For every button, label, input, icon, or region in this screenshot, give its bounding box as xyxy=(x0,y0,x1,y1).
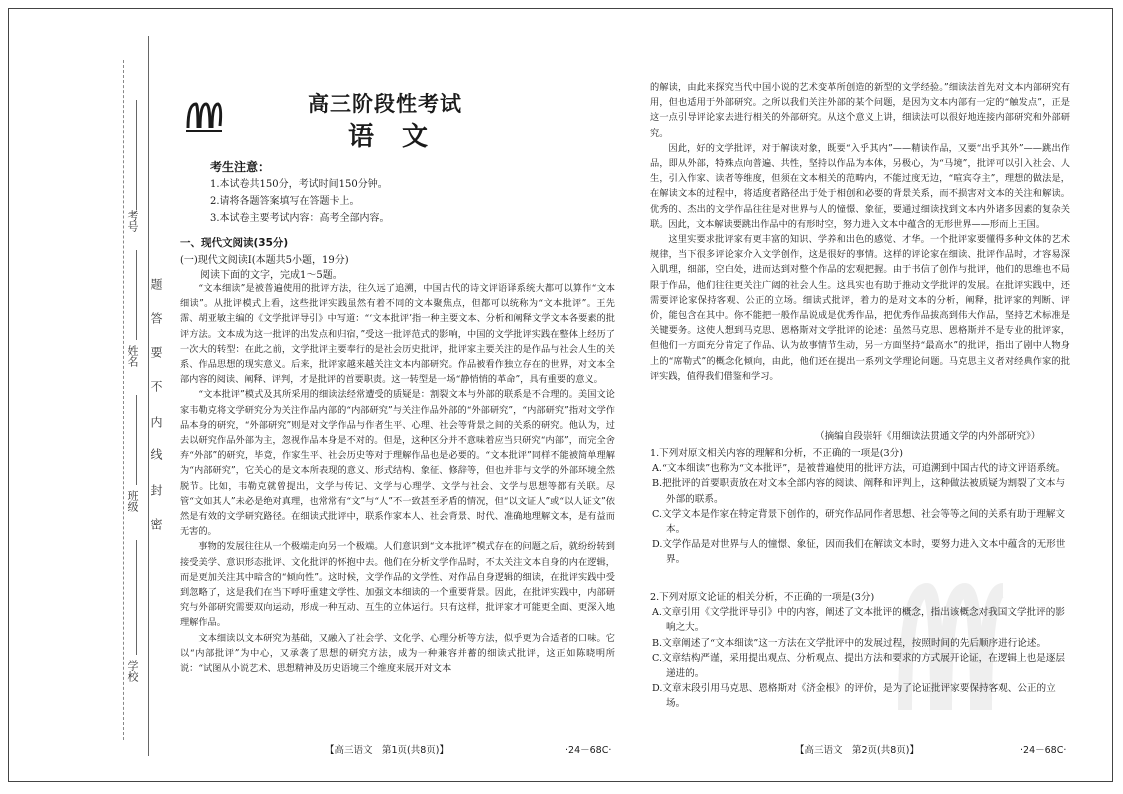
binding-gutter xyxy=(0,0,163,794)
notice-item: 2.请将各题答案填写在答题卡上。 xyxy=(210,196,360,207)
passage-paragraph: 的解读，由此来探究当代中国小说的艺术变革所创造的新型的文学经验。”细读法首先对文本内部研究有用，但也适用于外部研究。之所以我们关注外部的某个问题，是因为文本内部有一定的“触发点”，正是这一点引导评论家去进行相关的外部研究。从这个意义上讲，细读法可以很好地连接内部研究和外部研究。 xyxy=(650,82,1070,139)
exam-logo-icon xyxy=(184,98,224,134)
seal-char: 线 xyxy=(149,448,163,462)
answer-option-d[interactable]: D.文学作品是对世界与人的憧憬、象征，因而我们在解读文本时，要努力进入文本中蕴含的无形世界。 xyxy=(652,539,1066,566)
footer-page-label-left: 【高三语文 第1页(共8页)】 xyxy=(325,745,450,756)
passage-paragraph: “文本细读”是被普遍使用的批评方法，往久远了追溯，中国古代的诗文评语译系统大都可以算作“文本细读”。从批评模式上看，这些批评实践虽然有着不同的文本聚焦点，但都可以统称为“文本批评”。王先霈、胡亚敏主编的《文学批评导引》中写道：“‘文本批评’指一种主要文本、分析和阐释文学文本各要素的批评方法。文本成为这一批评的出发点和归宿，”受这一批评范式的影响，中国的文学批评实践在整体上经历了一次大的转型：在此之前，文学批评主要奉行的是社会历史批评，批评家主要关注的是作品与社会人生的关系、作品思想的现实意义。后来，批评家越来越关注文本内部研究。作品被看作独立存在的世界，对文本全部内容的阅读、阐释、评判，才是批评的首要职责。这一转型是一场“静悄悄的革命”，具有重要的意义。 xyxy=(180,283,615,386)
question-stem: 1.下列对原文相关内容的理解和分析，不正确的一项是(3分) xyxy=(650,448,903,459)
exam-number-blank xyxy=(136,100,137,210)
passage-paragraph: 文本细读以文本研究为基础，又融入了社会学、文化学、心理分析等方法，似乎更为合适者的口味。它以“内部批评”为中心，又承袭了思想的研究方法，成为一种兼容并蓄的细读式批评，这正如陈晓明所说：“试图从小说艺术、思想精神及历史语境三个维度来展开对文本 xyxy=(180,632,615,675)
passage-paragraph: “文本批评”模式及其所采用的细读法经常遭受的质疑是：割裂文本与外部的联系是不合理的。美国文论家韦勒克将文学研究分为关注作品内部的“内部研究”与关注作品外部的“外部研究”，“内部研究”指对文学作品本身的研究，“外部研究”则是对文学作品与作者生平、心理、社会等背景之间的关系的研究。他认为，过去以研究作品外部为主，忽视作品本身是不对的。但是，这种区分并不意味着应当只研究“内部”，而完全舍弃“外部”的研究，毕竟，作家生平、社会历史等对于理解作品也是必要的。“文本批评”同样不能被简单理解为“内部研究”，它关心的是文本所表现的意义、形式结构、象征、修辞等，但也并非与文学的外部环境全然脱节。比如，韦勒克就曾提出，文学与传记、文学与心理学、文学与社会、文学与思想等都有关联。尽管“文如其人”未必是绝对真理，也常常有“文”与“人”不一致甚至矛盾的情况，但“以文证人”或“以人证文”依然是有效的文学研究路径。在细读式批评中，联系作家本人、社会背景、时代、准确地理解文本，是有益而无害的。 xyxy=(180,389,615,538)
answer-option-a[interactable]: A.文章引用《文学批评导引》中的内容，阐述了文本批评的概念，指出该概念对我国文学批评的影响之大。 xyxy=(652,607,1065,634)
notice-title: 考生注意： xyxy=(210,160,271,174)
footer-code-right: ·24－68C· xyxy=(1020,745,1067,756)
reading-instruction: 阅读下面的文字，完成1～5题。 xyxy=(200,270,343,281)
exam-title: 高三阶段性考试 xyxy=(308,92,462,116)
section-heading: 一、现代文阅读(35分) xyxy=(180,237,289,249)
answer-option-c[interactable]: C.文章结构严谨，采用提出观点、分析观点、提出方法和要求的方式展开论证，在逻辑上也是逐层递进的。 xyxy=(652,652,1065,680)
seal-char: 密 xyxy=(149,518,163,532)
watermark-icon xyxy=(895,560,1015,730)
seal-char: 答 xyxy=(149,312,163,326)
passage-right-column xyxy=(650,80,1070,425)
passage-left-column xyxy=(180,281,615,733)
footer-page-label-right: 【高三语文 第2页(共8页)】 xyxy=(795,745,920,756)
passage-source: （摘编自段崇轩《用细读法贯通文学的内外部研究》） xyxy=(815,431,1041,442)
answer-option-a[interactable]: A.“文本细读”也称为“文本批评”，是被普遍使用的批评方法，可追溯到中国古代的诗文评语系统。 xyxy=(652,463,1066,475)
passage-paragraph: 事物的发展往往从一个极端走向另一个极端。人们意识到“文本批评”模式存在的问题之后，就纷纷转到接受美学、意识形态批评、文化批评的怀抱中去。他们在分析文学作品时，不太关注文本自身的内在逻辑，而是更加关注其中暗含的“倾向性”。这时候，文学作品的文学性、对作品自身逻辑的细读，在批评实践中受到忽略了，这是我们在当下呼吁重建文学性、加强文本细读的一个重要背景。因此，在批评实践中，内部研究与外部研究需要双向运动，形成一种互动、互生的立体运行。只有这样，批评家才可能更全面、更深入地理解作品。 xyxy=(180,541,615,629)
passage-paragraph: 这里实要求批评家有更丰富的知识、学养和出色的感觉、才华。一个批评家要懂得多种文体的艺术规律，当下很多评论家介入文学创作，这是很好的事情。这样的评论家在细读、批评作品时，才容易深入肌理，细部，空白处，进而达到对整个作品的宏观把握。由于书信了创作与批评，他们的思维也不局限于作品，他们往往更关注广阔的社会人生。这具实也有助于推动文学批评的发展。在批评实践中，还需要评论家保持客观、公正的立场。细读式批评，着力的是对文本的分析，阐释，批评家的判断、评价，能包含在其中。你不能把一般作品说成是优秀作品，把优秀作品拔高到伟大作品，坚持艺术标准是关键要务。这使人想到马克思、恩格斯对文学批评的论述：虽然马克思、恩格斯并不是专业的批评家，但他们一方面充分肯定了作品、认为故事情节生动，另一方面坚持“最高水”的批评，指出了剧中人物身上的“席勒式”的概念化倾向，由此，他们还在提出一系列文学理论问题。马克思主义者对经典作家的批评实践，值得我们借鉴和学习。 xyxy=(650,234,1070,382)
gutter-label-name: 姓名 xyxy=(126,345,139,367)
seal-char: 要 xyxy=(149,346,163,360)
seal-char: 内 xyxy=(149,416,163,430)
seal-char: 不 xyxy=(149,380,163,394)
notice-list xyxy=(210,176,390,227)
gutter-label-class: 班级 xyxy=(126,490,139,512)
seal-char: 封 xyxy=(149,484,163,498)
footer-code-left: ·24－68C· xyxy=(565,745,612,756)
gutter-label-exam-number: 考号 xyxy=(126,210,139,232)
question-1 xyxy=(650,446,1070,568)
question-stem: 2.下列对原文论证的相关分析，不正确的一项是(3分) xyxy=(650,592,875,603)
passage-paragraph: 因此，好的文学批评，对于解读对象，既要“入乎其内”——精读作品，又要“出乎其外”——跳出作品，即从外部，特殊点向普遍、共性，坚持以作品为本体，另极心，为“马境”，批评可以引入社会、人生，引入作家、读者等维度，但须在文本相关的范畴内，不能过度无边，“喧宾夺主”，理想的做法是，在解读文本的过程中，将适度者路径出于处于相创和必要的背景关系，而不损害对文本的关注和解读。优秀的、杰出的文学作品往往是对世界与人的憧憬、象征，要通过细读找到文本内外诸多因素的复杂关联。因此，文本解读要跳出作品中的有形时空，努力进入文本中蕴含的无形世界——形而上王国。 xyxy=(650,142,1070,230)
answer-option-d[interactable]: D.文章末段引用马克思、恩格斯对《济金根》的评价，是为了论证批评家要保持客观、公正的立场。 xyxy=(652,683,1056,710)
seal-dash-line xyxy=(123,60,124,740)
notice-item: 1.本试卷共150分，考试时间150分钟。 xyxy=(210,179,388,190)
school-blank xyxy=(136,540,137,655)
answer-option-b[interactable]: B.文章阐述了“文本细读”这一方法在文学批评中的发展过程，按照时间的先后顺序进行论述。 xyxy=(652,637,1047,649)
subsection-heading: (一)现代文阅读Ⅰ(本题共5小题，19分) xyxy=(180,255,349,266)
answer-option-b[interactable]: B.把批评的首要职责放在对文本全部内容的阅读、阐释和评判上，这种做法被质疑为割裂了文本与外部的联系。 xyxy=(652,478,1066,505)
gutter-divider xyxy=(148,36,149,756)
answer-option-c[interactable]: C.文学文本是作家在特定背景下创作的，研究作品同作者思想、社会等等之间的关系有助于理解文本。 xyxy=(652,508,1065,536)
name-blank xyxy=(136,250,137,340)
notice-item: 3.本试卷主要考试内容：高考全部内容。 xyxy=(210,213,390,224)
gutter-label-school: 学校 xyxy=(126,660,139,682)
exam-subject: 语文 xyxy=(348,122,457,152)
class-blank xyxy=(136,395,137,485)
seal-char: 题 xyxy=(149,278,163,292)
